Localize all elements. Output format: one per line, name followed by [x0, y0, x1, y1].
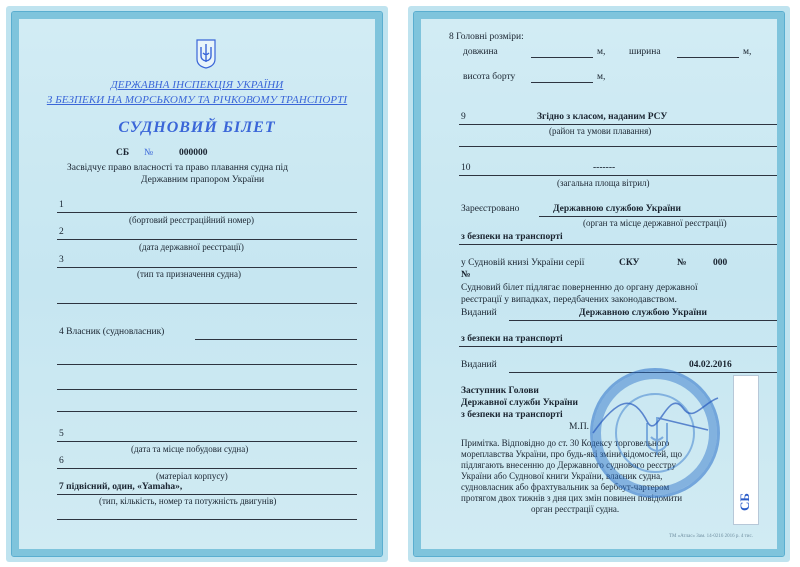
field6-caption: (матеріал корпусу)	[156, 471, 228, 481]
field6-number: 6	[59, 456, 64, 466]
certifies-line1: Засвідчує право власності та право плавання судна під	[67, 163, 289, 173]
return-notice-line1: Судновий білет підлягає поверненню до органу державної	[461, 283, 698, 293]
registered-line	[539, 216, 777, 217]
field3-line	[57, 267, 357, 268]
note-line-2: мореплавства України, про будь-які зміни відомостей, що	[461, 449, 683, 459]
series-label: СБ	[116, 148, 130, 158]
registered-label: Зареєстровано	[461, 204, 520, 214]
field7-line	[57, 494, 357, 495]
owner-line-2	[57, 364, 357, 365]
field2-line	[57, 239, 357, 240]
height-line	[531, 82, 593, 83]
issue-date: 04.02.2016	[689, 360, 732, 370]
dimensions-title: 8 Головні розміри:	[449, 32, 524, 42]
field5-number: 5	[59, 429, 64, 439]
height-unit: м,	[597, 72, 606, 82]
field9-number: 9	[461, 112, 466, 122]
width-unit: м,	[743, 47, 752, 57]
left-page-body	[19, 19, 375, 549]
field3-number: 3	[59, 255, 64, 265]
ship-book-text: у Судновій книзі України серії	[461, 258, 585, 268]
number-sign: №	[144, 148, 154, 158]
field1-caption: (бортовий реєстраційний номер)	[129, 215, 254, 225]
certifies-line2: Державним прапором України	[141, 175, 265, 185]
note-line-5: судновласник або фрахтувальник за бербоут-чартером	[461, 482, 670, 492]
field1-line	[57, 212, 357, 213]
print-info: ТМ «Атлас» Зам. 14-0216 2016 р. 4 тис.	[669, 534, 753, 539]
length-label: довжина	[463, 47, 498, 57]
deputy-head-line1: Заступник Голови	[461, 386, 539, 396]
height-label: висота борту	[463, 72, 516, 82]
field10-caption: (загальна площа вітрил)	[557, 178, 650, 188]
seal-place-mark: М.П.	[569, 422, 590, 432]
owner-label: 4 Власник (судновласник)	[59, 327, 165, 337]
registered-line-2	[459, 244, 777, 245]
ship-book-number-sign: №	[677, 258, 687, 268]
field3-extra-line	[57, 303, 357, 304]
width-label: ширина	[629, 47, 661, 57]
deputy-head-line3: з безпеки на транспорті	[461, 410, 563, 420]
registered-authority-cont: з безпеки на транспорті	[461, 232, 563, 242]
issued-authority-cont: з безпеки на транспорті	[461, 334, 563, 344]
issuer-header-line1: ДЕРЖАВНА ІНСПЕКЦІЯ УКРАЇНИ	[110, 79, 284, 91]
certificate-number: 000000	[179, 148, 208, 158]
navigation-area-value: Згідно з класом, наданим РСУ	[537, 112, 668, 122]
issuer-header-line2: З БЕЗПЕКИ НА МОРСЬКОМУ ТА РІЧКОВОМУ ТРАНСПОРТІ	[46, 94, 348, 106]
issued-line-2	[459, 346, 777, 347]
field9-caption: (район та умови плавання)	[549, 126, 652, 136]
width-line	[677, 57, 739, 58]
field5-caption: (дата та місце побудови судна)	[131, 444, 249, 454]
field9-line	[459, 124, 777, 125]
ship-book-number-sign-2: №	[461, 270, 471, 280]
issued-authority: Державною службою України	[579, 308, 708, 318]
owner-line-4	[57, 411, 357, 412]
field2-caption: (дата державної реєстрації)	[139, 242, 244, 252]
issued-line	[509, 320, 777, 321]
ship-book-number: 000	[713, 258, 728, 268]
field1-number: 1	[59, 200, 64, 210]
trident-emblem-icon	[195, 39, 217, 69]
signature-icon	[588, 378, 738, 448]
length-line	[531, 57, 593, 58]
note-line-4: України або Суднової книги України, власник судна,	[461, 471, 663, 481]
sb-mark-box	[733, 375, 759, 525]
field10-number: 10	[461, 163, 471, 173]
right-page-body	[421, 19, 777, 549]
engine-value: 7 підвісний, один, «Yamaha»,	[59, 482, 183, 492]
issue-date-label: Виданий	[461, 360, 497, 370]
note-line-7: орган реєстрації судна.	[531, 504, 620, 514]
field5-line	[57, 441, 357, 442]
sb-mark: СБ	[736, 493, 752, 511]
owner-line-1	[195, 339, 357, 340]
length-unit: м,	[597, 47, 606, 57]
field7-caption: (тип, кількість, номер та потужність двигунів)	[99, 496, 277, 506]
sail-area-value: -------	[593, 163, 616, 173]
registered-caption: (орган та місце державної реєстрації)	[583, 218, 727, 228]
note-line-3: підлягають внесенню до Державного суднового реєстру	[461, 460, 677, 470]
field3-caption: (тип та призначення судна)	[137, 269, 241, 279]
document-title: СУДНОВИЙ БІЛЕТ	[118, 119, 276, 136]
registered-authority: Державною службою України	[553, 204, 682, 214]
issued-label: Виданий	[461, 308, 497, 318]
field7-extra-line	[57, 519, 357, 520]
certificate-left-page	[6, 6, 388, 562]
ship-book-series: СКУ	[619, 258, 640, 268]
field9-extra-line	[459, 146, 777, 147]
field6-line	[57, 468, 357, 469]
note-line-1: Примітка. Відповідно до ст. 30 Кодексу торговельного	[461, 438, 670, 448]
deputy-head-line2: Державної служби України	[461, 398, 578, 408]
owner-line-3	[57, 389, 357, 390]
note-line-6: протягом двох тижнів з дня цих змін повинен повідомити	[461, 493, 683, 503]
return-notice-line2: реєстрації у випадках, передбачених законодавством.	[461, 295, 677, 305]
field2-number: 2	[59, 227, 64, 237]
field10-line	[459, 175, 777, 176]
